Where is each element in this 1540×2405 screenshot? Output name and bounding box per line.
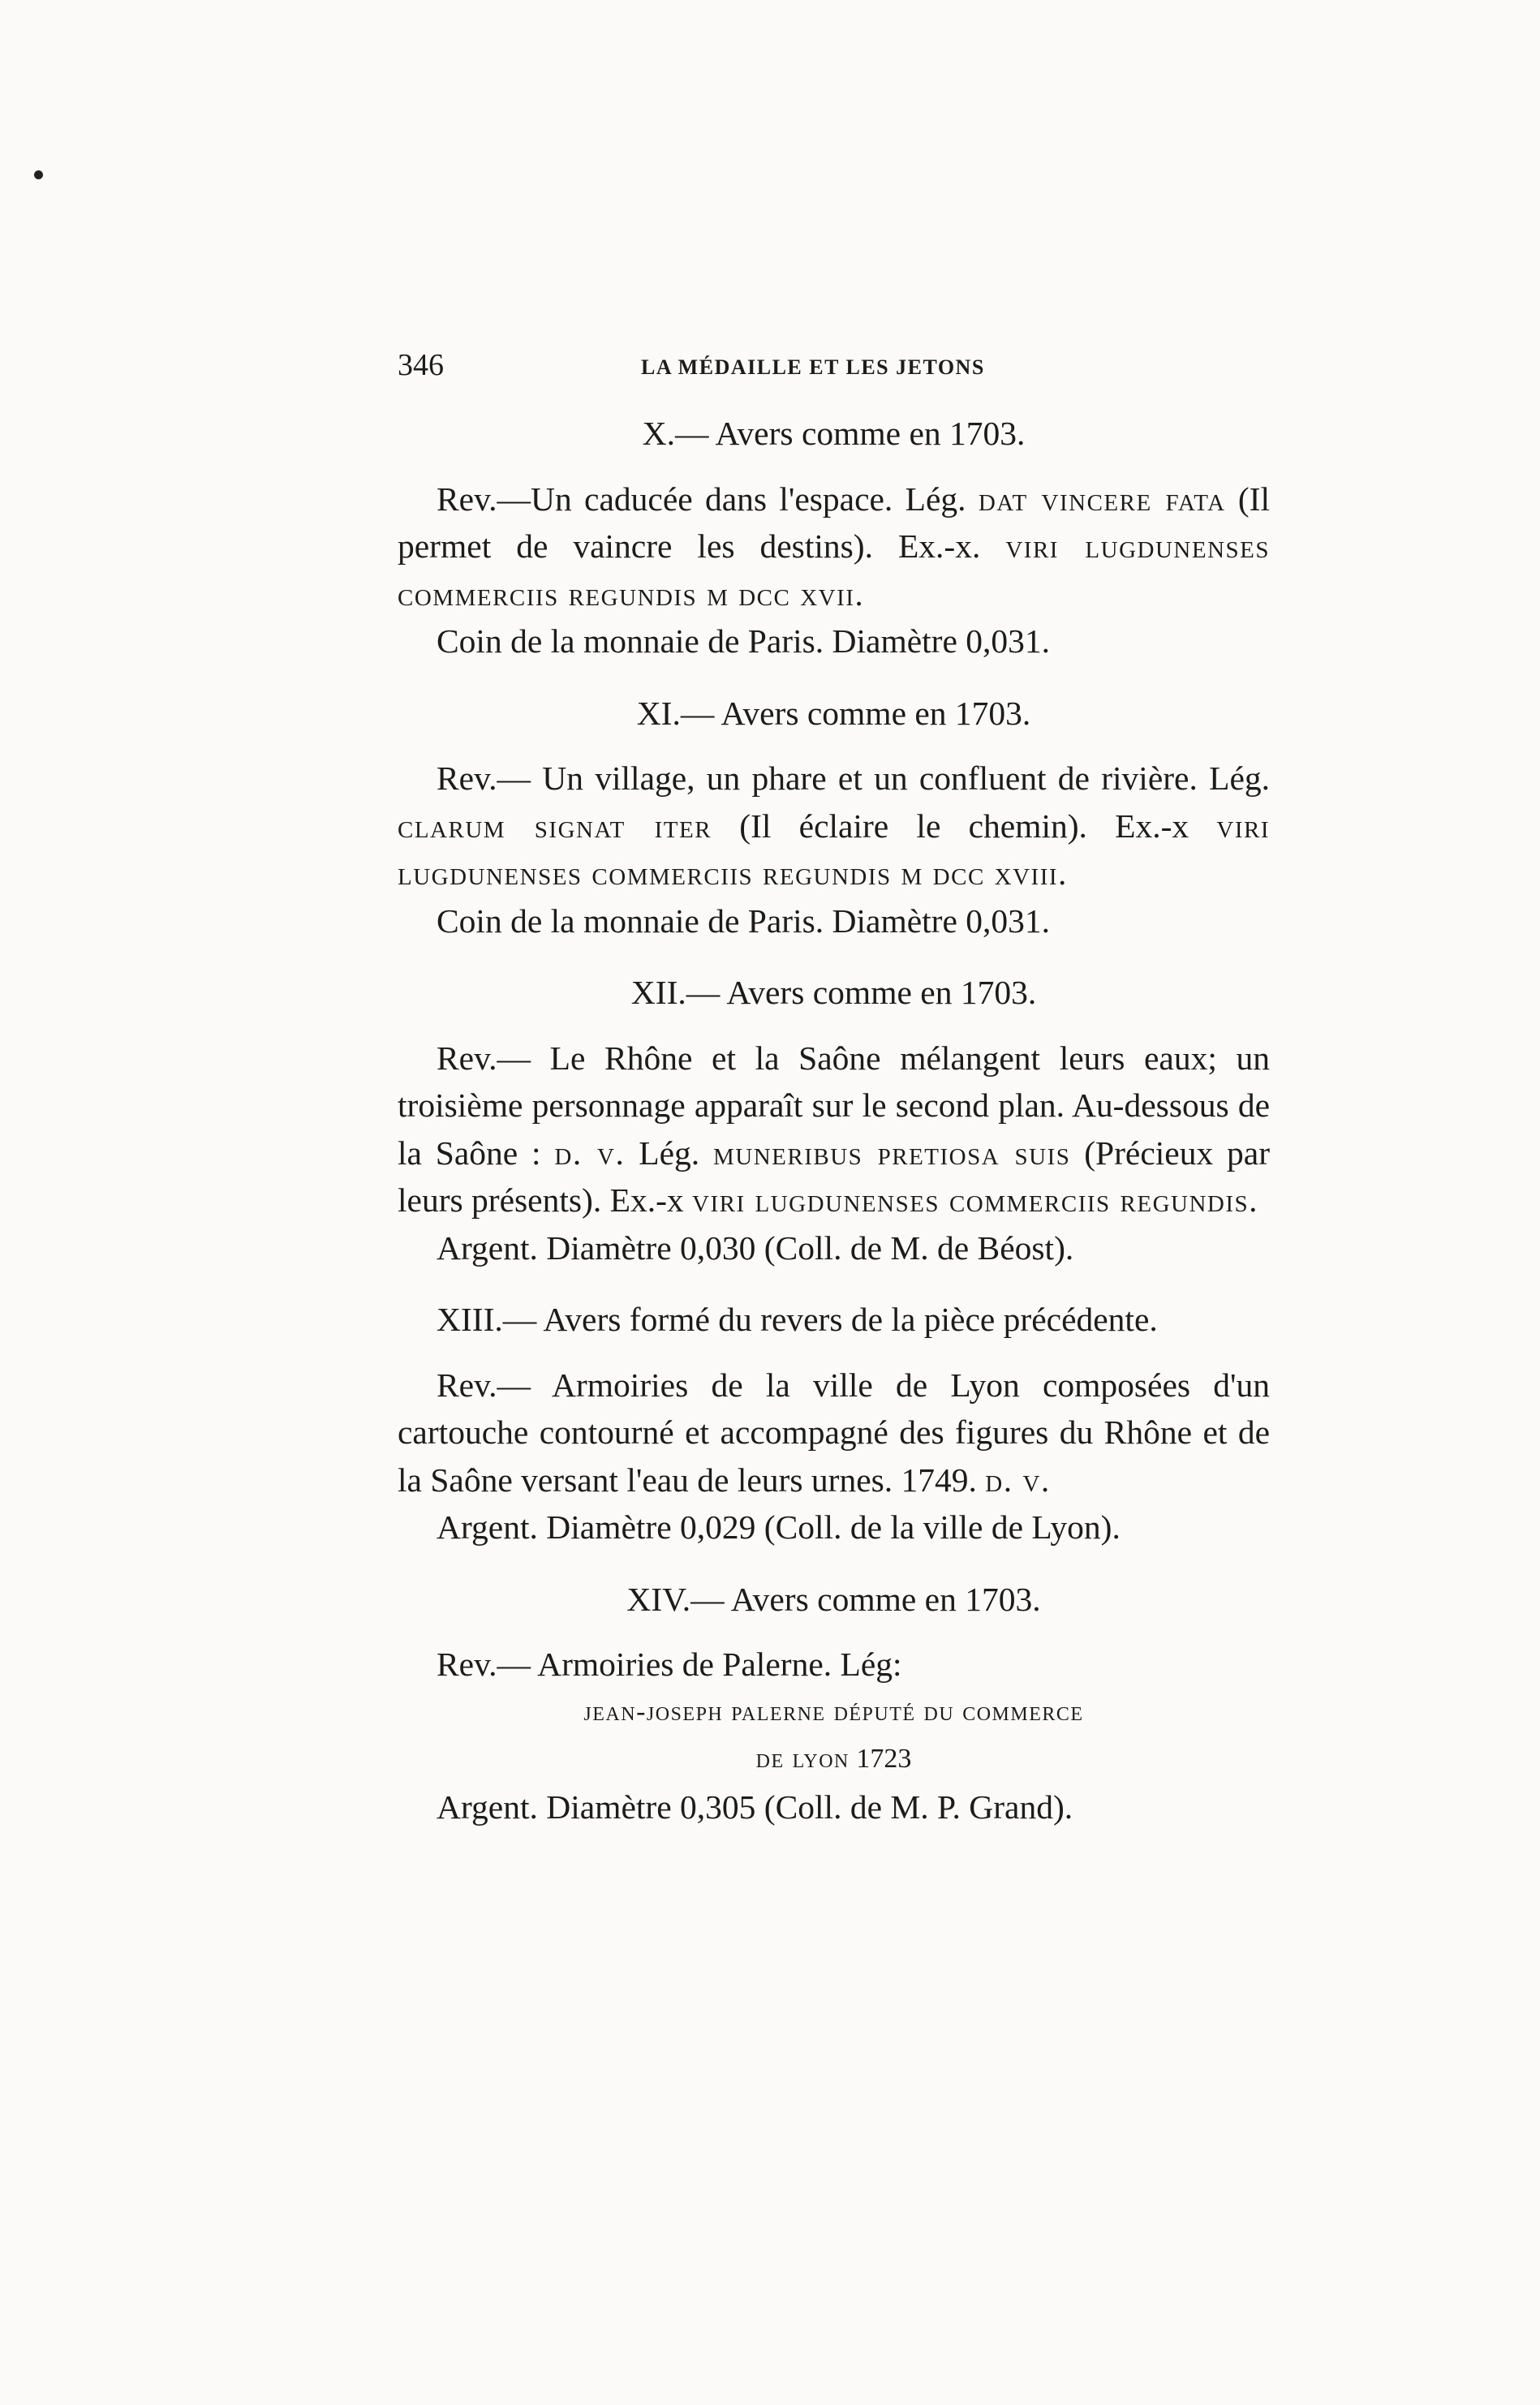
legend-text: muneribus pretiosa suis [712,1134,1071,1172]
coin-details: Argent. Diamètre 0,029 (Coll. de la ville de Lyon). [437,1508,1121,1546]
reverse-text: Rev.— Armoiries de la ville de Lyon composées d'un cartouche contourné et accompagné des figures du Rhône et de la Saône versant l'eau de leurs urnes. 1749. [398,1366,1270,1499]
coin-details: Coin de la monnaie de Paris. Diamètre 0,031. [437,901,1051,940]
legend-year: 1723 [856,1744,912,1774]
legend-text: dat vincere fata [978,480,1226,518]
entry-heading: XIV.— Avers comme en 1703. [626,1580,1041,1618]
reverse-description [398,475,1270,618]
engraver-initials: d. v. [985,1461,1051,1499]
ink-spot [34,170,43,179]
entry-heading: XI.— Avers comme en 1703. [636,694,1031,732]
reverse-text: Rev.—Un caducée dans l'espace. Lég. [437,480,966,518]
reverse-description [398,1035,1270,1224]
coin-details: Argent. Diamètre 0,305 (Coll. de M. P. Grand). [437,1788,1073,1826]
reverse-description [398,755,1270,897]
running-title: LA MÉDAILLE ET LES JETONS [641,355,985,379]
reverse-text: Rev.— Le Rhône et la Saône mélangent leurs eaux; un troisième personnage apparaît sur le second plan. Au-dessous de la Saône : [398,1039,1270,1172]
reverse-text: Rev.— Armoiries de Palerne. Lég: [437,1646,902,1683]
running-head [0,347,1540,388]
entry-heading: XIII.— Avers formé du revers de la pièce précédente. [437,1301,1158,1338]
entry-heading: XII.— Avers comme en 1703. [630,974,1037,1011]
legend-line [398,1689,1270,1736]
translation-text: (Il permet de vaincre les destins). Ex.-x. [398,480,1271,565]
legend-line [398,1736,1270,1783]
page-number: 346 [398,348,444,382]
coin-details: Argent. Diamètre 0,030 (Coll. de M. de Béost). [437,1228,1074,1267]
exergue-text: viri lugdunenses commerciis regundis m dcc xvii. [398,527,1270,613]
legend-text: clarum signat iter [398,807,712,845]
exergue-text: viri lugdunenses commerciis regundis m dcc xviii. [398,807,1271,892]
legend-label: Lég. [639,1134,700,1172]
exergue-text: viri lugdunenses commerciis regundis. [692,1181,1259,1219]
body-text [398,410,1270,1831]
reverse-description [398,1362,1270,1504]
legend-text: de lyon [755,1744,850,1774]
engraver-initials: d. v. [554,1134,626,1172]
translation-text: (Il éclaire le chemin). Ex.-x [739,807,1189,845]
translation-text: (Précieux par leurs présents). Ex.-x [398,1134,1271,1219]
entry-heading: X.— Avers comme en 1703. [642,415,1026,452]
coin-details: Coin de la monnaie de Paris. Diamètre 0,031. [437,622,1051,660]
reverse-text: Rev.— Un village, un phare et un confluent de rivière. Lég. [437,759,1270,797]
legend-text: jean-joseph palerne député du commerce [583,1696,1084,1727]
